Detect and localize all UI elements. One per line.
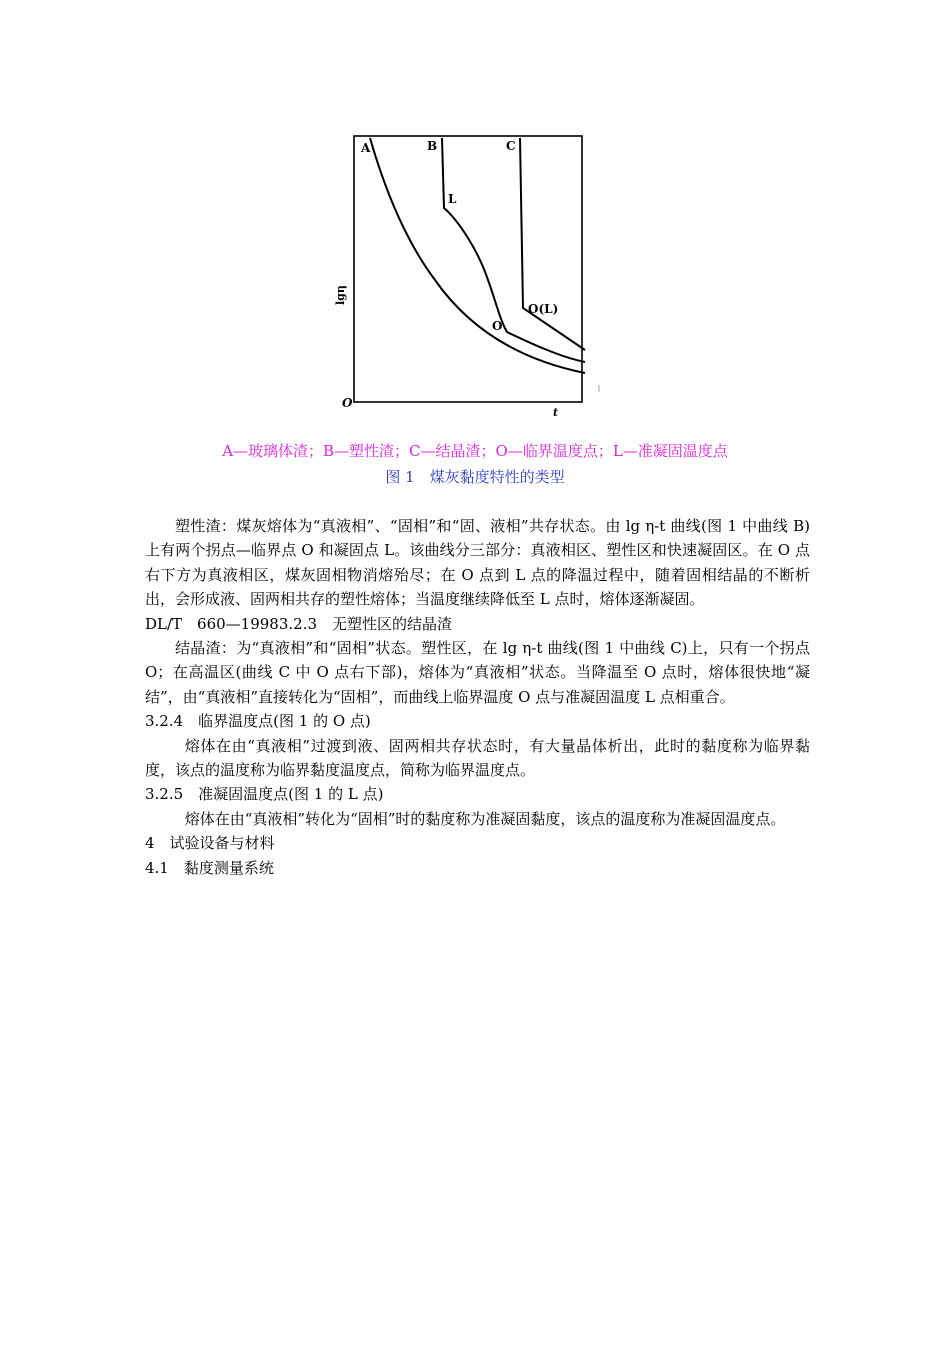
curve-label-a: A — [361, 141, 371, 155]
viscosity-chart — [330, 130, 600, 420]
origin-label: O — [342, 396, 353, 410]
paragraph-critical-temperature: 熔体在由“真液相”过渡到液、固两相共存状态时，有大量晶体析出，此时的黏度称为临界黏度，该点的温度称为临界黏度温度点，简称为临界温度点。 — [145, 736, 810, 780]
paragraph-crystalline-slag: 结晶渣：为“真液相”和“固相”状态。塑性区，在 lg η-t 曲线(图 1 中曲线 C)上，只有一个拐点 O；在高温区(曲线 C 中 O 点右下部)，熔体为“真液相”状态。当降温至 O 点时，熔体很快地“凝结”，由“真液相”直接转化为“固相”，而曲线上临界温度 O 点与准凝固温度 L 点相重合。 — [145, 639, 810, 706]
heading-quasi-solidification: 3.2.5 准凝固温度点(图 1 的 L 点) — [145, 785, 384, 804]
figure-legend: A—玻璃体渣；B—塑性渣；C—结晶渣；O—临界温度点；L—准凝固温度点 — [222, 442, 728, 460]
point-label-o: O — [492, 319, 503, 333]
curve-b — [442, 138, 585, 362]
point-label-l: L — [448, 192, 457, 206]
heading-critical-temperature: 3.2.4 临界温度点(图 1 的 O 点) — [145, 712, 371, 731]
x-axis-label: t — [553, 406, 559, 419]
figure-caption: 图 1 煤灰黏度特性的类型 — [385, 468, 565, 486]
curve-label-b: B — [427, 139, 438, 153]
heading-viscosity-system: 4.1 黏度测量系统 — [145, 858, 274, 877]
curve-c — [520, 138, 585, 350]
heading-equipment-materials: 4 试验设备与材料 — [145, 834, 275, 853]
point-label-ol: O(L) — [528, 302, 559, 316]
y-axis-label: lgη — [334, 285, 347, 305]
paragraph-plastic-slag: 塑性渣：煤灰熔体为“真液相”、“固相”和“固、液相”共存状态。由 lg η-t 曲线(图 1 中曲线 B)上有两个拐点—临界点 O 和凝固点 L。该曲线分三部分：真液相区、塑性区和快速凝固区。在 O 点右下方为真液相区，煤灰固相物消熔殆尽；在 O 点到 L 点的降温过程中，随着固相结晶的不断析出，会形成液、固两相共存的塑性熔体；当温度继续降低至 L 点时，熔体逐渐凝固。 — [145, 517, 810, 609]
body-text — [145, 514, 810, 880]
curve-label-c: C — [506, 139, 516, 153]
paragraph-quasi-solidification: 熔体在由“真液相”转化为“固相”时的黏度称为准凝固黏度，该点的温度称为准凝固温度点。 — [184, 809, 786, 828]
heading-crystalline-slag: DL/T 660—19983.2.3 无塑性区的结晶渣 — [145, 614, 453, 633]
viscosity-type-figure — [330, 130, 600, 420]
